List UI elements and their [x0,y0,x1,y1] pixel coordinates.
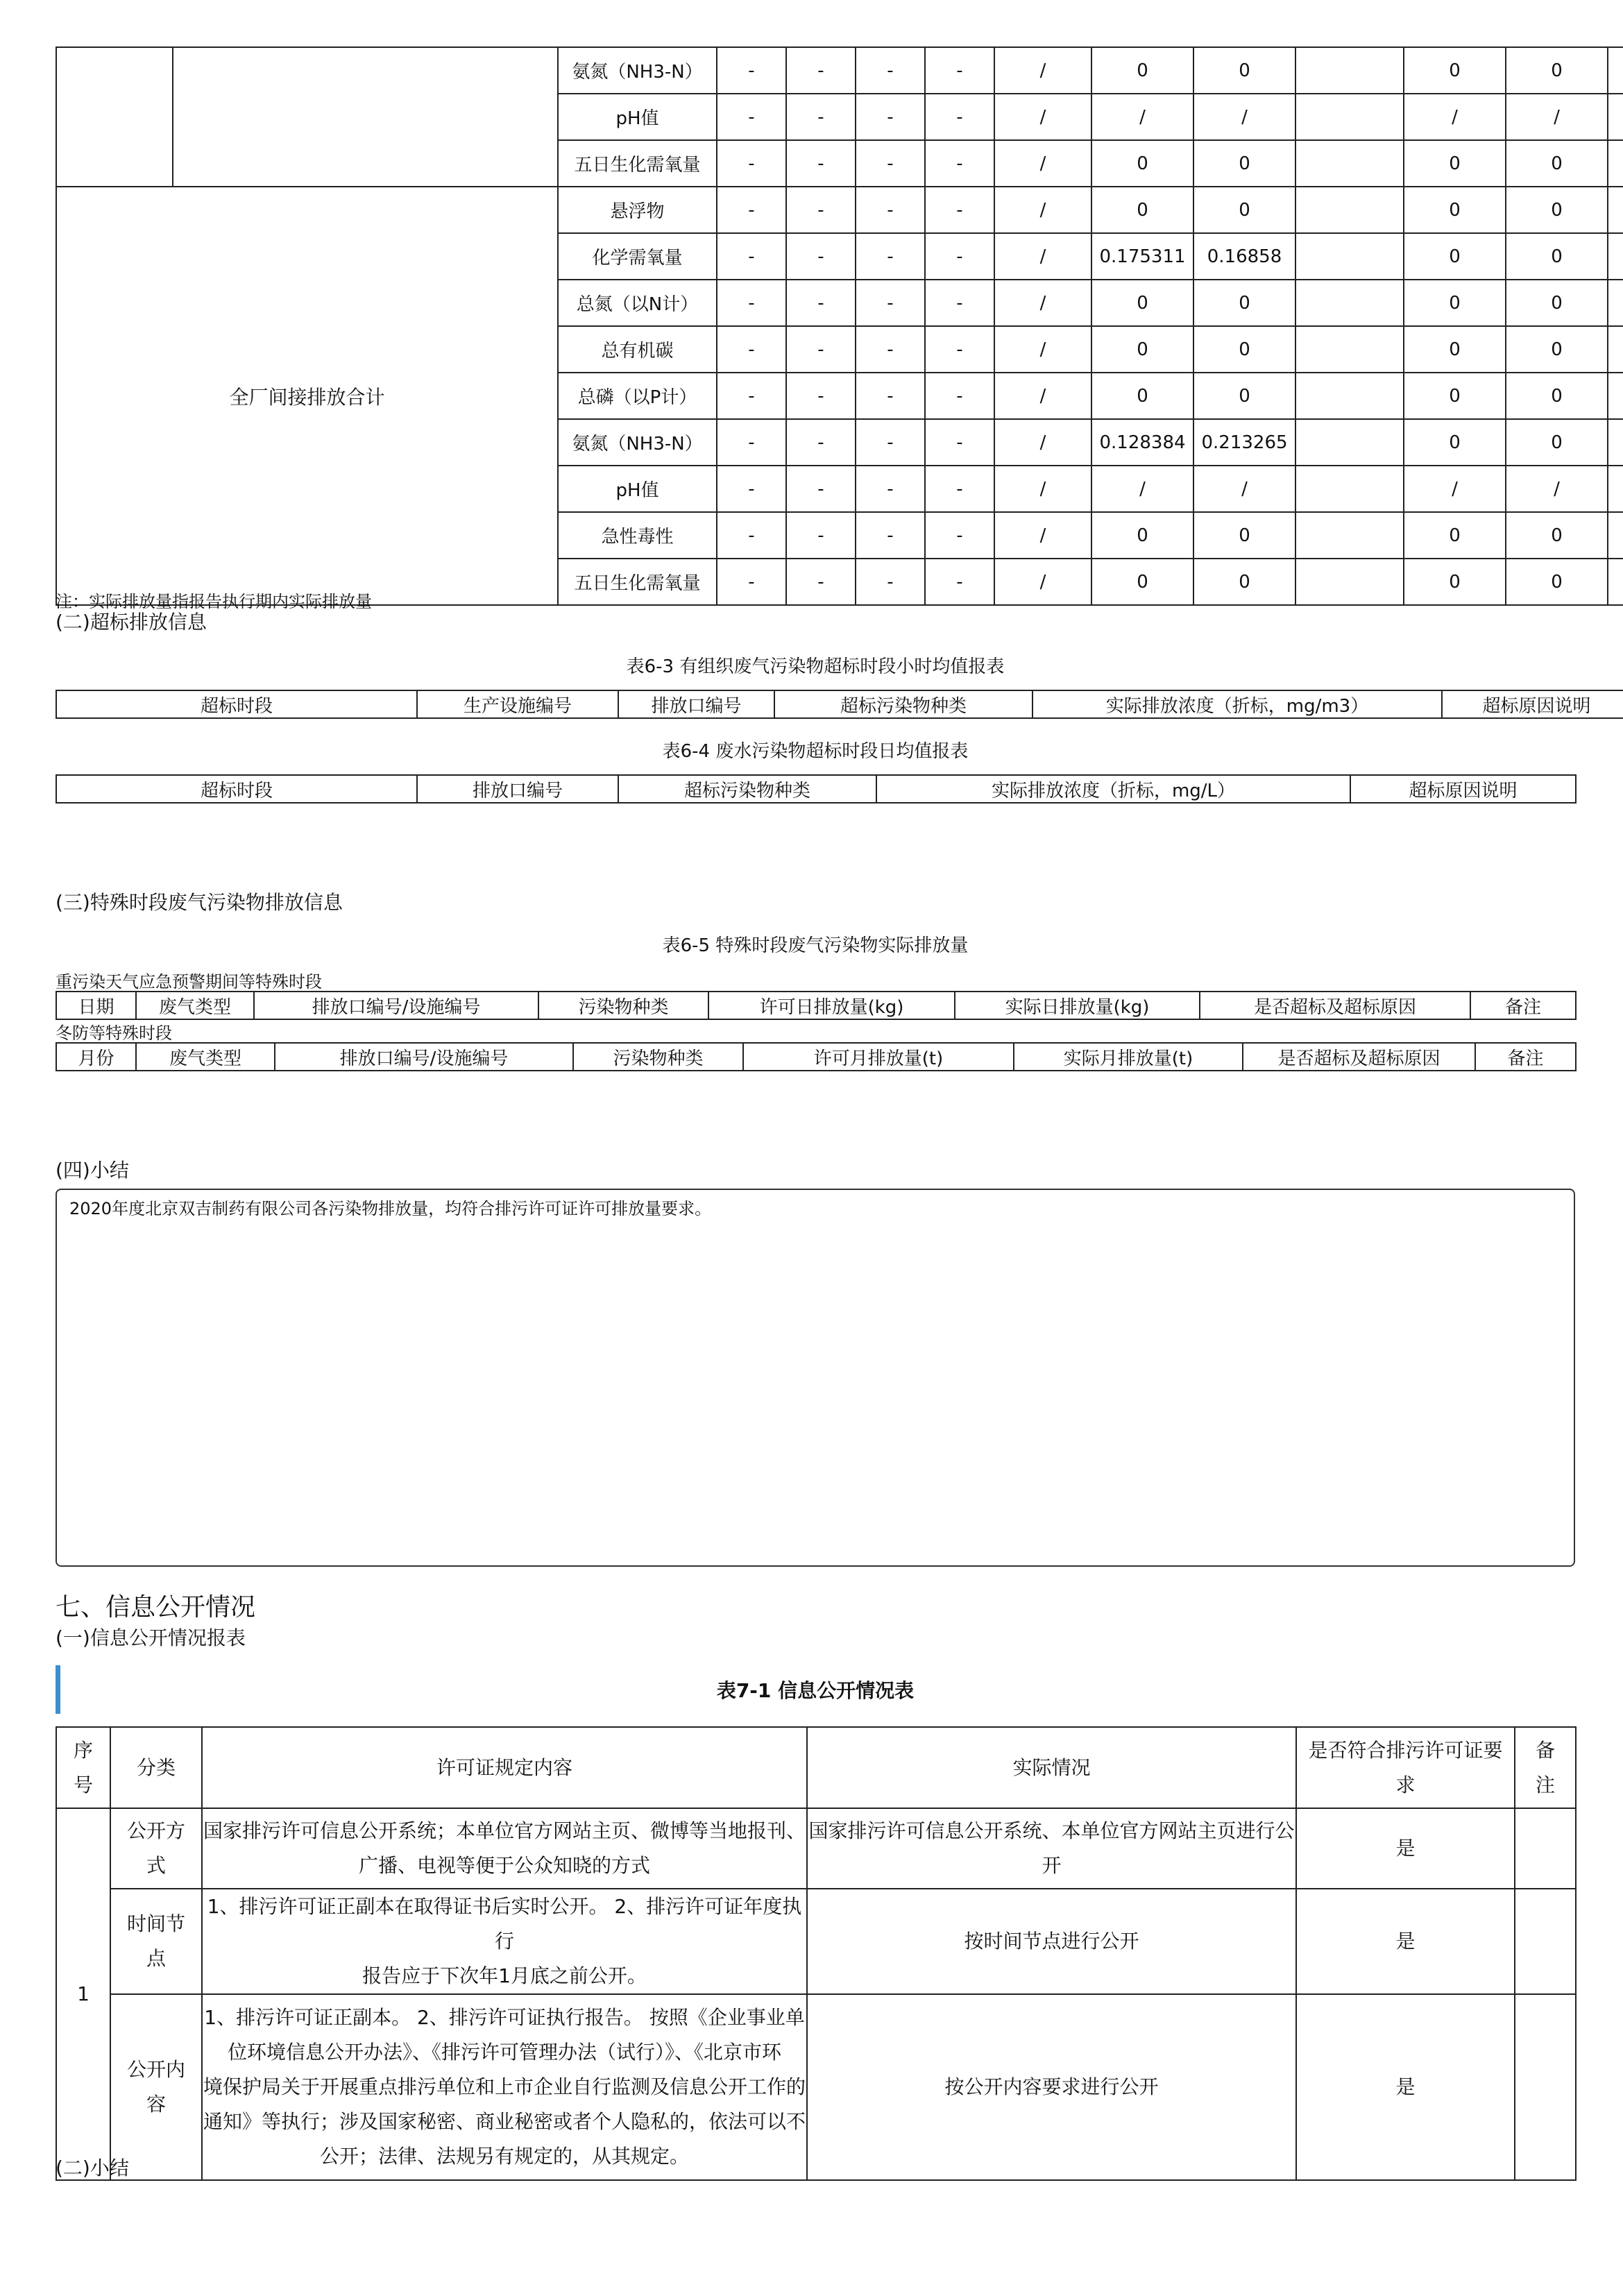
value-cell: 0 [1506,559,1608,605]
value-cell [1608,419,1623,466]
table-6-3-caption: 表6-3 有组织废气污染物超标时段小时均值报表 [626,656,1005,677]
value-cell [1295,419,1404,466]
value-cell: - [856,373,925,419]
value-cell [1295,233,1404,280]
value-cell: - [925,559,994,605]
pollutant-cell: 氨氮（NH3-N） [558,419,717,466]
value-cell: - [925,47,994,94]
value-cell [1608,94,1623,140]
value-cell: 0 [1404,419,1506,466]
value-cell: / [1506,466,1608,512]
column-header: 实际排放浓度（折标，mg/L） [876,775,1350,803]
value-cell [1295,187,1404,233]
value-cell: 0 [1506,47,1608,94]
value-cell: - [925,140,994,187]
pollutant-cell: pH值 [558,466,717,512]
value-cell: / [994,466,1091,512]
value-cell: - [717,280,786,326]
value-cell: / [1506,94,1608,140]
value-cell: - [856,466,925,512]
value-cell: - [786,326,856,373]
value-cell: - [925,280,994,326]
column-header: 废气类型 [136,992,254,1019]
value-cell: - [786,466,856,512]
table-row [56,187,1623,233]
actual-cell: 按时间节点进行公开 [807,1889,1296,1994]
section-subtitle-summary: (二)小结 [56,2157,129,2179]
category-cell: 时间节 点 [110,1889,202,1994]
actual-cell: 按公开内容要求进行公开 [807,1994,1296,2180]
value-cell: / [1404,94,1506,140]
value-cell: 0 [1193,187,1295,233]
value-cell: 0 [1404,233,1506,280]
summary-text: 2020年度北京双吉制药有限公司各污染物排放量，均符合排污许可证许可排放量要求。 [69,1199,712,1218]
column-header: 月份 [56,1043,136,1071]
value-cell: - [717,559,786,605]
header-seq: 序 号 [56,1727,110,1808]
value-cell: 0 [1404,326,1506,373]
header-permit: 许可证规定内容 [202,1727,807,1808]
value-cell: - [856,280,925,326]
group-label: 全厂间接排放合计 [56,187,558,605]
value-cell: - [786,559,856,605]
category-cell: 公开方 式 [110,1808,202,1889]
value-cell [1608,280,1623,326]
pollutant-cell: pH值 [558,94,717,140]
value-cell: - [925,466,994,512]
comply-cell: 是 [1296,1808,1515,1889]
section-title-disclosure: 七、信息公开情况 [56,1593,256,1622]
value-cell: - [925,373,994,419]
value-cell: - [717,326,786,373]
value-cell: 0 [1506,326,1608,373]
column-header: 超标时段 [56,690,417,718]
value-cell: / [994,94,1091,140]
section-title-summary: (四)小结 [56,1159,129,1182]
value-cell: / [994,280,1091,326]
value-cell: / [994,373,1091,419]
comply-cell: 是 [1296,1889,1515,1994]
value-cell: - [717,512,786,559]
value-cell: - [856,140,925,187]
value-cell: - [786,94,856,140]
remark-cell [1515,1994,1576,2180]
table-row [56,1994,1576,2180]
section-title-special: (三)特殊时段废气污染物排放信息 [56,891,343,914]
pollutant-cell: 氨氮（NH3-N） [558,47,717,94]
header-comply: 是否符合排污许可证要 求 [1296,1727,1515,1808]
value-cell: - [856,94,925,140]
value-cell: 0 [1506,373,1608,419]
value-cell: / [994,512,1091,559]
value-cell: 0 [1193,512,1295,559]
value-cell: 0 [1404,373,1506,419]
value-cell: 0 [1404,280,1506,326]
value-cell: - [786,47,856,94]
value-cell: - [786,280,856,326]
value-cell: / [994,233,1091,280]
value-cell: 0.175311 [1091,233,1193,280]
summary-box [56,1189,1575,1567]
table-6-3 [56,690,1623,719]
value-cell [1295,373,1404,419]
value-cell: 0 [1193,140,1295,187]
table-6-4 [56,774,1577,803]
column-header: 实际日排放量(kg) [955,992,1200,1019]
value-cell: - [856,559,925,605]
column-header: 实际月排放量(t) [1014,1043,1243,1071]
value-cell: 0 [1091,326,1193,373]
column-header: 是否超标及超标原因 [1200,992,1470,1019]
column-header: 超标原因说明 [1442,690,1623,718]
value-cell [1295,140,1404,187]
column-header: 排放口编号/设施编号 [254,992,538,1019]
table-7-1-caption: 表7-1 信息公开情况表 [716,1679,915,1702]
table-6-5-sub1: 重污染天气应急预警期间等特殊时段 [56,972,322,992]
column-header: 备注 [1475,1043,1576,1071]
remark-cell [1515,1808,1576,1889]
value-cell: / [1404,466,1506,512]
value-cell: 0 [1404,559,1506,605]
table-row [56,1889,1576,1994]
table-6-5-sub2: 冬防等特殊时段 [56,1023,172,1043]
value-cell [1608,47,1623,94]
value-cell: 0 [1506,233,1608,280]
value-cell [1608,187,1623,233]
permit-cell: 国家排污许可信息公开系统；本单位官方网站主页、微博等当地报刊、 广播、电视等便于公众知晓的方式 [202,1808,807,1889]
table-row [56,47,1623,94]
header-actual: 实际情况 [807,1727,1296,1808]
value-cell: - [786,419,856,466]
value-cell [1608,233,1623,280]
value-cell: / [994,326,1091,373]
table-note: 注：实际排放量指报告执行期内实际排放量 [56,592,372,611]
table-6-5-b [56,1042,1577,1071]
value-cell [1608,466,1623,512]
value-cell [1608,373,1623,419]
section-title-exceed: (二)超标排放信息 [56,611,207,633]
value-cell: / [994,559,1091,605]
value-cell [1295,512,1404,559]
value-cell: - [717,419,786,466]
pollutant-cell: 总有机碳 [558,326,717,373]
value-cell: 0 [1506,280,1608,326]
value-cell: - [717,233,786,280]
value-cell: - [856,47,925,94]
category-cell: 公开内 容 [110,1994,202,2180]
column-header: 超标时段 [56,775,417,803]
value-cell [1295,280,1404,326]
column-header: 实际排放浓度（折标，mg/m3） [1033,690,1442,718]
column-header: 排放口编号 [417,775,618,803]
value-cell: 0 [1091,187,1193,233]
column-header: 日期 [56,992,136,1019]
value-cell: - [786,233,856,280]
value-cell: / [1091,466,1193,512]
pollutant-cell: 化学需氧量 [558,233,717,280]
comply-cell: 是 [1296,1994,1515,2180]
value-cell: - [717,466,786,512]
column-header: 生产设施编号 [417,690,618,718]
value-cell: 0 [1091,280,1193,326]
seq-cell: 1 [56,1808,110,2180]
value-cell: / [1193,466,1295,512]
value-cell: 0 [1404,47,1506,94]
column-header: 备注 [1470,992,1576,1019]
permit-cell: 1、排污许可证正副本在取得证书后实时公开。 2、排污许可证年度执行 报告应于下次年1月底之前公开。 [202,1889,807,1994]
header-remark: 备 注 [1515,1727,1576,1808]
value-cell: 0 [1506,512,1608,559]
pollutant-cell: 悬浮物 [558,187,717,233]
cell-blank [56,47,173,187]
column-header: 污染物种类 [538,992,708,1019]
cell-blank [173,47,558,187]
value-cell [1295,47,1404,94]
column-header: 超标污染物种类 [618,775,876,803]
value-cell: 0.128384 [1091,419,1193,466]
value-cell: / [1091,94,1193,140]
permit-cell: 1、排污许可证正副本。 2、排污许可证执行报告。 按照《企业事业单 位环境信息公开办法》、《排污许可管理办法（试行）》、《北京市环 境保护局关于开展重点排污单位和上市企业自行监测及信息公开工作的 通知》等执行；涉及国家秘密、商业秘密或者个人隐私的，依法可以不 公开；法律、法规另有规定的，从其规定。 [202,1994,807,2180]
value-cell: - [925,512,994,559]
value-cell: 0.16858 [1193,233,1295,280]
value-cell [1295,559,1404,605]
value-cell: / [994,187,1091,233]
section-subtitle-report: (一)信息公开情况报表 [56,1626,246,1649]
value-cell: - [856,233,925,280]
column-header: 是否超标及超标原因 [1243,1043,1475,1071]
value-cell: 0 [1091,140,1193,187]
value-cell: - [925,94,994,140]
value-cell [1608,559,1623,605]
value-cell [1608,140,1623,187]
column-header: 许可日排放量(kg) [708,992,955,1019]
value-cell: - [717,94,786,140]
pollutant-cell: 总磷（以P计） [558,373,717,419]
value-cell: - [925,187,994,233]
value-cell [1295,94,1404,140]
value-cell: 0 [1404,140,1506,187]
pollutant-cell: 急性毒性 [558,512,717,559]
pollutant-cell: 总氮（以N计） [558,280,717,326]
value-cell [1295,326,1404,373]
value-cell: / [994,140,1091,187]
value-cell: - [856,326,925,373]
value-cell: 0 [1404,512,1506,559]
value-cell [1608,512,1623,559]
value-cell: 0 [1091,559,1193,605]
value-cell: / [994,419,1091,466]
value-cell: - [786,512,856,559]
value-cell [1295,466,1404,512]
value-cell [1608,326,1623,373]
column-header: 排放口编号/设施编号 [275,1043,573,1071]
pollutant-cell: 五日生化需氧量 [558,559,717,605]
column-header: 超标污染物种类 [774,690,1033,718]
value-cell: - [925,233,994,280]
table-7-1 [56,1726,1577,2181]
value-cell: - [856,419,925,466]
emission-table [56,46,1623,606]
table-6-5-a [56,991,1577,1020]
value-cell: 0 [1404,187,1506,233]
value-cell: 0 [1506,140,1608,187]
table-6-4-caption: 表6-4 废水污染物超标时段日均值报表 [662,741,969,762]
value-cell: - [717,140,786,187]
value-cell: 0 [1091,373,1193,419]
actual-cell: 国家排污许可信息公开系统、本单位官方网站主页进行公 开 [807,1808,1296,1889]
column-header: 超标原因说明 [1350,775,1576,803]
value-cell: / [994,47,1091,94]
column-header: 废气类型 [136,1043,275,1071]
value-cell: 0 [1193,280,1295,326]
value-cell: 0 [1091,512,1193,559]
value-cell: 0 [1193,373,1295,419]
value-cell: - [717,47,786,94]
value-cell: 0 [1193,47,1295,94]
value-cell: 0 [1193,326,1295,373]
value-cell: 0 [1193,559,1295,605]
value-cell: 0.213265 [1193,419,1295,466]
value-cell: - [925,326,994,373]
header-category: 分类 [110,1727,202,1808]
column-header: 污染物种类 [573,1043,743,1071]
table-6-5-caption: 表6-5 特殊时段废气污染物实际排放量 [662,935,969,956]
value-cell: - [925,419,994,466]
value-cell: - [717,187,786,233]
column-header: 排放口编号 [618,690,774,718]
value-cell: 0 [1506,419,1608,466]
value-cell: / [1193,94,1295,140]
value-cell: 0 [1091,47,1193,94]
value-cell: - [786,187,856,233]
pollutant-cell: 五日生化需氧量 [558,140,717,187]
value-cell: - [856,512,925,559]
value-cell: - [786,373,856,419]
table-row [56,1808,1576,1889]
value-cell: - [786,140,856,187]
remark-cell [1515,1889,1576,1994]
value-cell: - [856,187,925,233]
value-cell: - [717,373,786,419]
value-cell: 0 [1506,187,1608,233]
column-header: 许可月排放量(t) [743,1043,1014,1071]
